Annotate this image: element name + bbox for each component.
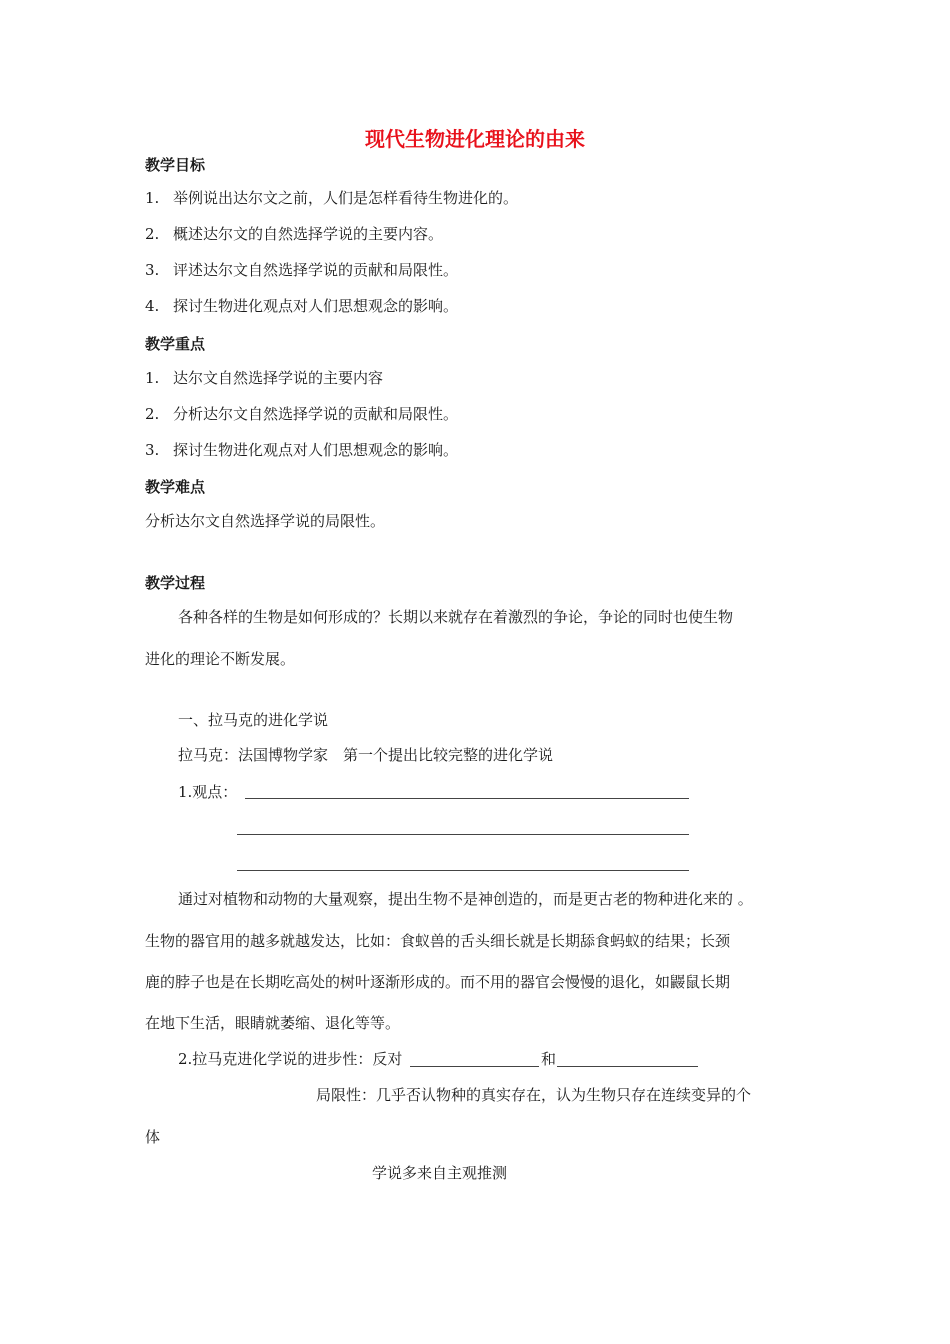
process-heading: 教学过程 (145, 574, 206, 592)
section-title-lamarck: 一、拉马克的进化学说 (178, 711, 329, 729)
key-point-number: 1. (145, 369, 160, 387)
goal-number: 1. (145, 189, 160, 207)
intro-line-1: 各种各样的生物是如何形成的？长期以来就存在着激烈的争论，争论的同时也使生物 (178, 608, 734, 626)
intro-line-2: 进化的理论不断发展。 (145, 650, 296, 668)
key-point-item-1 (145, 368, 383, 388)
progress-label: 2.拉马克进化学说的进步性：反对 (178, 1050, 403, 1068)
limitation-line-2: 体 (145, 1128, 161, 1146)
key-point-text: 分析达尔文自然选择学说的贡献和局限性。 (173, 405, 459, 423)
blank-line-5 (557, 1066, 698, 1067)
goals-heading: 教学目标 (145, 156, 206, 174)
goal-text: 举例说出达尔文之前，人们是怎样看待生物进化的。 (173, 189, 519, 207)
blank-line-2 (237, 834, 689, 835)
goal-text: 概述达尔文的自然选择学说的主要内容。 (173, 225, 444, 243)
limitation-line-1: 局限性：几乎否认物种的真实存在，认为生物只存在连续变异的个 (316, 1086, 752, 1104)
goal-number: 4. (145, 297, 160, 315)
document-title: 现代生物进化理论的由来 (365, 127, 585, 151)
goal-text: 探讨生物进化观点对人们思想观念的影响。 (173, 297, 459, 315)
progress-and: 和 (541, 1050, 557, 1068)
goal-text: 评述达尔文自然选择学说的贡献和局限性。 (173, 261, 459, 279)
goal-item-1 (145, 188, 518, 208)
goal-number: 2. (145, 225, 160, 243)
lamarck-para-line-4: 在地下生活，眼睛就萎缩、退化等等。 (145, 1014, 401, 1032)
limitation-line-3: 学说多来自主观推测 (372, 1164, 508, 1182)
goal-item-3 (145, 260, 458, 280)
lamarck-para-line-3: 鹿的脖子也是在长期吃高处的树叶逐渐形成的。而不用的器官会慢慢的退化，如鼹鼠长期 (145, 973, 731, 991)
difficulty-heading: 教学难点 (145, 478, 206, 496)
lamarck-intro: 拉马克：法国博物学家 第一个提出比较完整的进化学说 (178, 746, 554, 764)
difficulty-text: 分析达尔文自然选择学说的局限性。 (145, 512, 386, 530)
blank-line-4 (410, 1066, 539, 1067)
key-points-heading: 教学重点 (145, 335, 206, 353)
goal-item-2 (145, 224, 443, 244)
goal-item-4 (145, 296, 458, 316)
viewpoint-label: 1.观点： (178, 783, 238, 801)
lamarck-para-line-2: 生物的器官用的越多就越发达，比如：食蚁兽的舌头细长就是长期舔食蚂蚁的结果；长颈 (145, 932, 731, 950)
key-point-number: 3. (145, 441, 160, 459)
key-point-text: 探讨生物进化观点对人们思想观念的影响。 (173, 441, 459, 459)
goal-number: 3. (145, 261, 160, 279)
blank-line-3 (237, 870, 689, 871)
key-point-number: 2. (145, 405, 160, 423)
key-point-item-2 (145, 404, 458, 424)
key-point-item-3 (145, 440, 458, 460)
key-point-text: 达尔文自然选择学说的主要内容 (173, 369, 384, 387)
lamarck-para-line-1: 通过对植物和动物的大量观察，提出生物不是神创造的，而是更古老的物种进化来的 。 (178, 890, 753, 908)
blank-line-1 (245, 798, 689, 799)
